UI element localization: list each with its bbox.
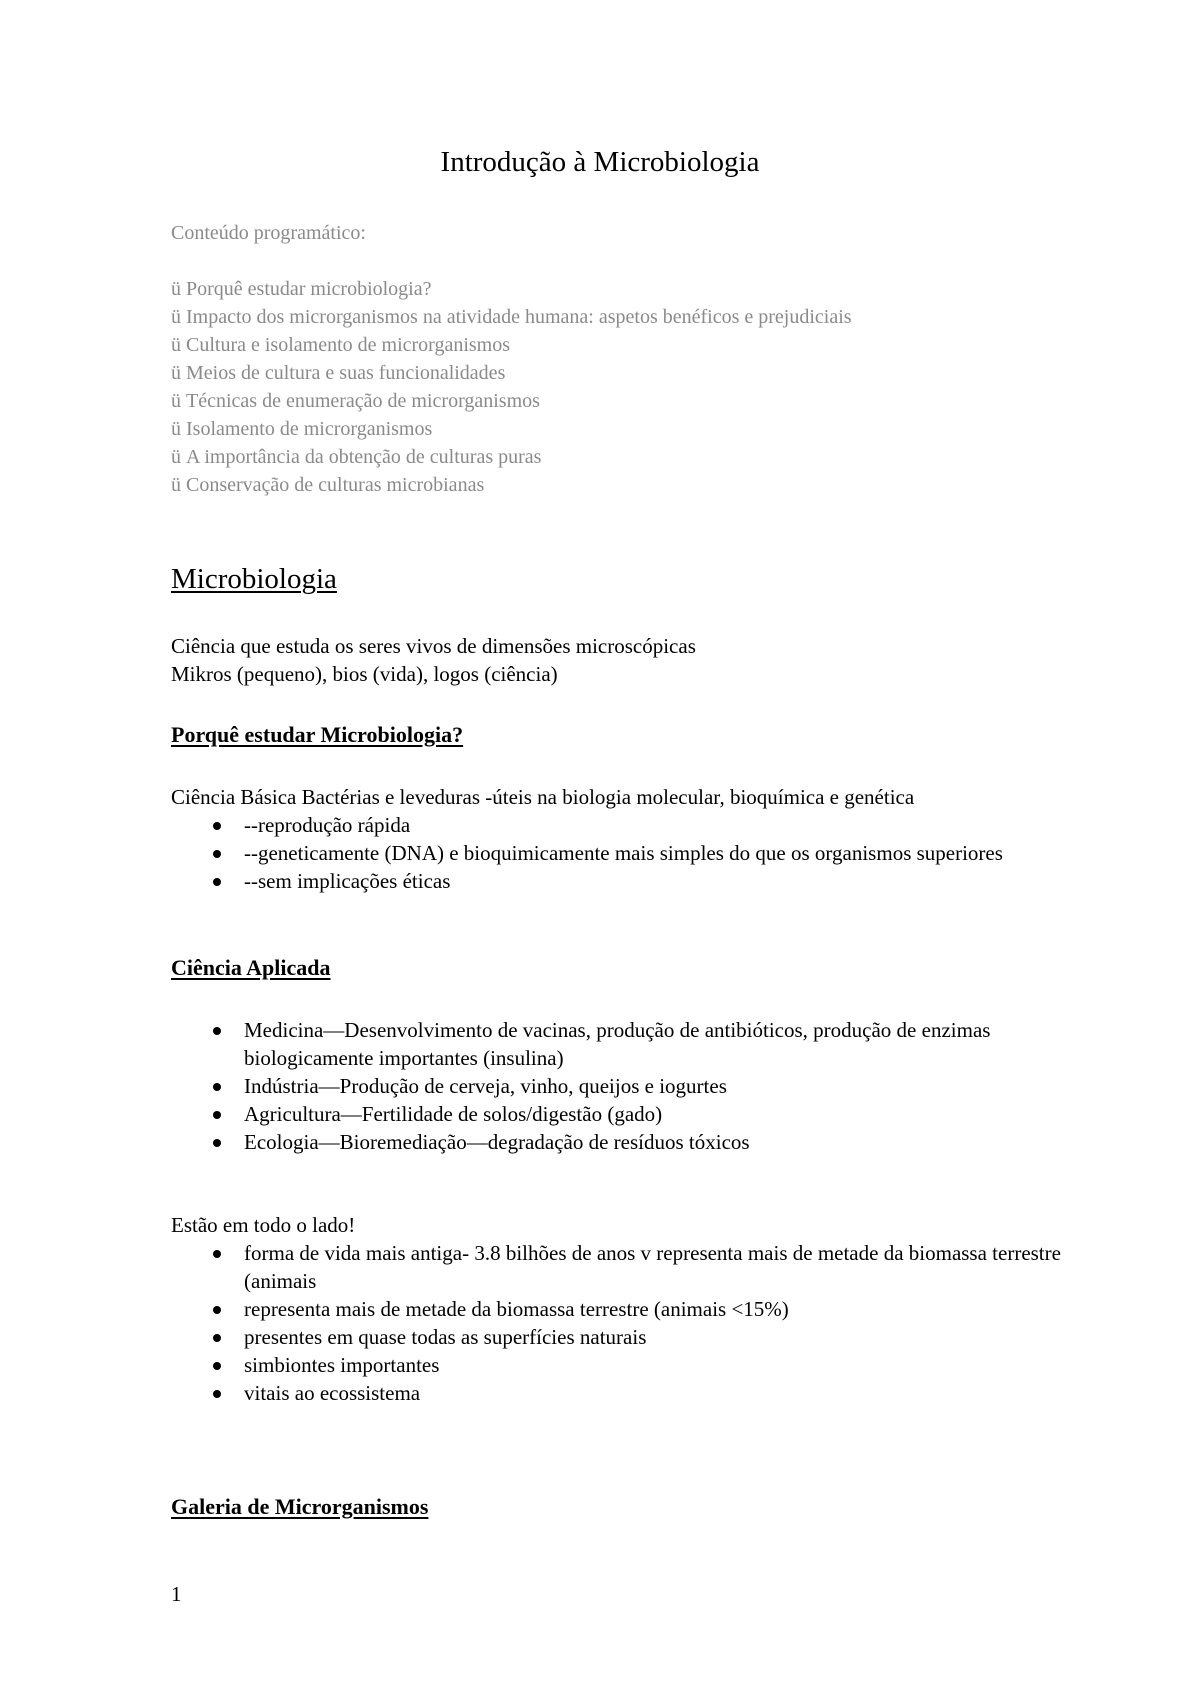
list-item: forma de vida mais antiga- 3.8 bilhões de anos v representa mais de metade da biomassa terrestre (animais — [171, 1239, 1071, 1295]
list-item: presentes em quase todas as superfícies naturais — [171, 1323, 1071, 1351]
checkmark-icon: ü — [171, 362, 181, 384]
why-bullet-list — [171, 811, 1071, 895]
bullet-icon — [213, 822, 221, 830]
bullet-icon — [213, 1390, 221, 1398]
why-intro: Ciência Básica Bactérias e leveduras -úteis na biologia molecular, bioquímica e genética — [171, 785, 915, 809]
bullet-icon — [213, 1111, 221, 1119]
bullet-icon — [213, 1362, 221, 1370]
program-item: ü Impacto dos microrganismos na atividade humana: aspetos benéficos e prejudiciais — [171, 306, 852, 328]
list-item: --sem implicações éticas — [171, 867, 1071, 895]
bullet-icon — [213, 1083, 221, 1091]
checkmark-icon: ü — [171, 474, 181, 496]
bullet-icon — [213, 850, 221, 858]
list-item: Indústria—Produção de cerveja, vinho, queijos e iogurtes — [171, 1072, 1071, 1100]
program-item: ü A importância da obtenção de culturas puras — [171, 446, 542, 468]
microbiologia-definition — [171, 632, 1111, 688]
definition-line: Ciência que estuda os seres vivos de dimensões microscópicas — [171, 634, 696, 658]
list-item: Ecologia—Bioremediação—degradação de resíduos tóxicos — [171, 1128, 1071, 1156]
bullet-icon — [213, 1139, 221, 1147]
program-item: ü Técnicas de enumeração de microrganismos — [171, 390, 540, 412]
program-label: Conteúdo programático: — [171, 222, 366, 244]
list-item: --reprodução rápida — [171, 811, 1071, 839]
checkmark-icon: ü — [171, 446, 181, 468]
program-item: ü Porquê estudar microbiologia? — [171, 278, 432, 300]
bullet-icon — [213, 878, 221, 886]
program-contents — [171, 219, 1111, 499]
list-item: vitais ao ecossistema — [171, 1379, 1071, 1407]
list-item: Medicina—Desenvolvimento de vacinas, produção de antibióticos, produção de enzimas biologicamente importantes (insulina) — [171, 1016, 1071, 1072]
everywhere-bullet-list — [171, 1239, 1071, 1407]
everywhere-intro: Estão em todo o lado! — [171, 1213, 356, 1237]
applied-bullet-list — [171, 1016, 1071, 1156]
checkmark-icon: ü — [171, 390, 181, 412]
bullet-icon — [213, 1306, 221, 1314]
list-item: representa mais de metade da biomassa terrestre (animais <15%) — [171, 1295, 1071, 1323]
program-item: ü Cultura e isolamento de microrganismos — [171, 334, 511, 356]
bullet-icon — [213, 1334, 221, 1342]
bullet-icon — [213, 1250, 221, 1258]
etymology-line: Mikros (pequeno), bios (vida), logos (ciência) — [171, 662, 558, 686]
checkmark-icon: ü — [171, 418, 181, 440]
program-item: ü Meios de cultura e suas funcionalidades — [171, 362, 506, 384]
checkmark-icon: ü — [171, 334, 181, 356]
list-item: simbiontes importantes — [171, 1351, 1071, 1379]
heading-galeria: Galeria de Microrganismos — [171, 1494, 429, 1519]
page-number: 1 — [171, 1582, 182, 1606]
heading-porque-estudar: Porquê estudar Microbiologia? — [171, 722, 464, 747]
program-item: ü Conservação de culturas microbianas — [171, 474, 485, 496]
heading-microbiologia: Microbiologia — [171, 563, 337, 595]
heading-ciencia-aplicada: Ciência Aplicada — [171, 955, 331, 980]
list-item: Agricultura—Fertilidade de solos/digestão (gado) — [171, 1100, 1071, 1128]
list-item: --geneticamente (DNA) e bioquimicamente mais simples do que os organismos superiores — [171, 839, 1071, 867]
checkmark-icon: ü — [171, 306, 181, 328]
program-item: ü Isolamento de microrganismos — [171, 418, 433, 440]
document-title: Introdução à Microbiologia — [440, 146, 760, 178]
checkmark-icon: ü — [171, 278, 181, 300]
bullet-icon — [213, 1027, 221, 1035]
